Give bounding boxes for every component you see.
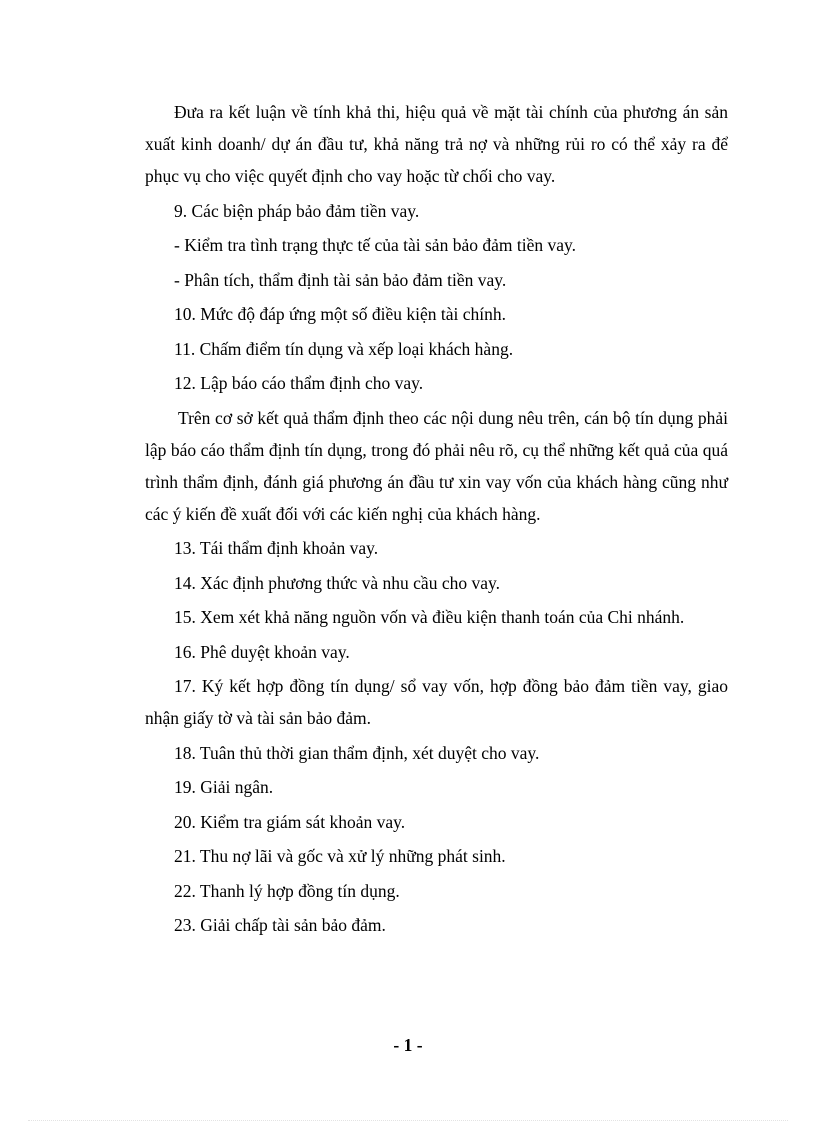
paragraph-conclusion: Đưa ra kết luận về tính khả thi, hiệu quả về mặt tài chính của phương án sản xuất kinh doanh/ dự án đầu tư, khả năng trả nợ và những rủi ro có thể xảy ra để phục vụ cho việc quyết định cho vay hoặc từ chối cho vay. — [145, 102, 728, 186]
list-item-20: 20. Kiểm tra giám sát khoản vay. — [174, 811, 406, 832]
list-item-21: 21. Thu nợ lãi và gốc và xử lý những phát sinh. — [174, 846, 506, 866]
page-body — [145, 96, 728, 941]
list-item-15: 15. Xem xét khả năng nguồn vốn và điều kiện thanh toán của Chi nhánh. — [174, 607, 685, 627]
list-item-17: 17. Ký kết hợp đồng tín dụng/ sổ vay vốn, hợp đồng bảo đảm tiền vay, giao nhận giấy tờ và tài sản bảo đảm. — [145, 676, 728, 728]
list-item-18: 18. Tuân thủ thời gian thẩm định, xét duyệt cho vay. — [174, 742, 540, 763]
list-item-22: 22. Thanh lý hợp đồng tín dụng. — [174, 880, 400, 901]
list-item-14: 14. Xác định phương thức và nhu cầu cho vay. — [174, 572, 500, 593]
list-item-9: 9. Các biện pháp bảo đảm tiền vay. — [174, 200, 420, 221]
list-item-19: 19. Giải ngân. — [174, 777, 274, 797]
list-item-9-check-collateral: - Kiểm tra tình trạng thực tế của tài sản bảo đảm tiền vay. — [174, 235, 576, 255]
list-item-16: 16. Phê duyệt khoản vay. — [174, 641, 350, 662]
list-item-13: 13. Tái thẩm định khoản vay. — [174, 538, 379, 558]
paragraph-appraisal-report: Trên cơ sở kết quả thẩm định theo các nội dung nêu trên, cán bộ tín dụng phải lập báo cáo thẩm định tín dụng, trong đó phải nêu rõ, cụ thể những kết quả của quá trình thẩm định, đánh giá phương án đầu tư xin vay vốn của khách hàng cũng như các ý kiến đề xuất đối với các kiến nghị của khách hàng. — [145, 407, 728, 524]
list-item-10: 10. Mức độ đáp ứng một số điều kiện tài chính. — [174, 304, 506, 324]
list-item-9-analyze-collateral: - Phân tích, thẩm định tài sản bảo đảm tiền vay. — [174, 269, 507, 290]
page-number: - 1 - — [393, 1035, 423, 1055]
list-item-23: 23. Giải chấp tài sản bảo đảm. — [174, 915, 386, 935]
list-item-12: 12. Lập báo cáo thẩm định cho vay. — [174, 373, 424, 393]
list-item-11: 11. Chấm điểm tín dụng và xếp loại khách hàng. — [174, 338, 514, 359]
page-bottom-divider — [28, 1120, 788, 1121]
